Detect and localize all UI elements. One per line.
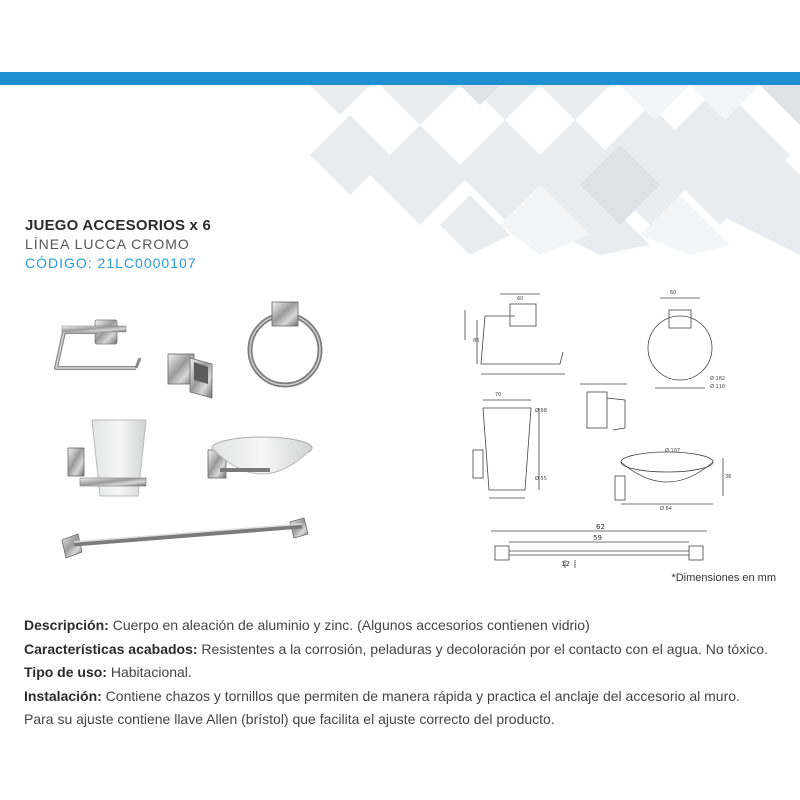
svg-text:Ø 107: Ø 107 bbox=[665, 448, 681, 454]
install-line bbox=[24, 685, 794, 709]
svg-text:Ø 182: Ø 182 bbox=[710, 376, 726, 382]
svg-text:Ø 68: Ø 68 bbox=[535, 408, 547, 414]
tumbler-holder-photo bbox=[68, 420, 146, 496]
svg-text:60: 60 bbox=[517, 296, 524, 302]
soap-dish-drawing bbox=[615, 452, 723, 504]
product-line: LÍNEA LUCCA CROMO bbox=[25, 236, 190, 252]
towel-bar-total-dim: 62 bbox=[596, 523, 605, 531]
finish-text: Resistentes a la corrosión, peladuras y decoloración por el contacto con el agua. No tóxico. bbox=[197, 640, 768, 657]
svg-text:60: 60 bbox=[670, 290, 677, 296]
product-photos bbox=[40, 290, 360, 580]
paper-holder-drawing bbox=[465, 294, 565, 374]
product-header bbox=[25, 216, 211, 273]
svg-text:70: 70 bbox=[495, 392, 502, 398]
dimensions-note: *Dimensiones en mm bbox=[671, 572, 776, 584]
towel-bar-inner-dim: 59 bbox=[593, 534, 602, 542]
robe-hook-photo bbox=[168, 354, 212, 398]
svg-text:86: 86 bbox=[473, 338, 480, 344]
use-label: Tipo de uso: bbox=[24, 664, 107, 680]
product-code: CÓDIGO: 21LC0000107 bbox=[25, 255, 197, 271]
use-line bbox=[24, 661, 794, 685]
soap-dish-photo bbox=[208, 437, 312, 478]
product-details bbox=[24, 614, 794, 732]
product-title: JUEGO ACCESORIOS x 6 bbox=[25, 217, 211, 234]
ring-drawing bbox=[648, 298, 712, 388]
description-line bbox=[24, 614, 794, 638]
towel-bar-photo bbox=[62, 518, 308, 558]
install-label: Instalación: bbox=[24, 687, 102, 704]
finish-label: Características acabados: bbox=[24, 640, 198, 657]
description-text: Cuerpo en aleación de aluminio y zinc. (Algunos accesorios contienen vidrio) bbox=[108, 617, 590, 633]
hook-drawing bbox=[580, 384, 627, 430]
description-label: Descripción: bbox=[24, 617, 109, 633]
svg-text:36: 36 bbox=[725, 474, 732, 480]
install-text: Contiene chazos y tornillos que permiten de manera rápida y practica el anclaje del accesorio al muro. bbox=[101, 687, 740, 704]
towel-bar-depth-dim: 12 bbox=[561, 560, 570, 568]
install-line-2: Para su ajuste contiene llave Allen (brístol) que facilita el ajuste correcto del producto. bbox=[24, 711, 555, 727]
svg-text:Ø 55: Ø 55 bbox=[535, 476, 547, 482]
finish-line bbox=[24, 638, 794, 662]
tumbler-drawing bbox=[473, 400, 539, 498]
technical-drawings bbox=[455, 280, 785, 570]
paper-holder-photo bbox=[56, 320, 140, 368]
svg-text:Ø 110: Ø 110 bbox=[710, 384, 726, 390]
svg-text:Ø 64: Ø 64 bbox=[660, 506, 672, 512]
top-accent-bar bbox=[0, 72, 800, 85]
use-text: Habitacional. bbox=[106, 664, 192, 680]
towel-ring-photo bbox=[250, 302, 320, 385]
